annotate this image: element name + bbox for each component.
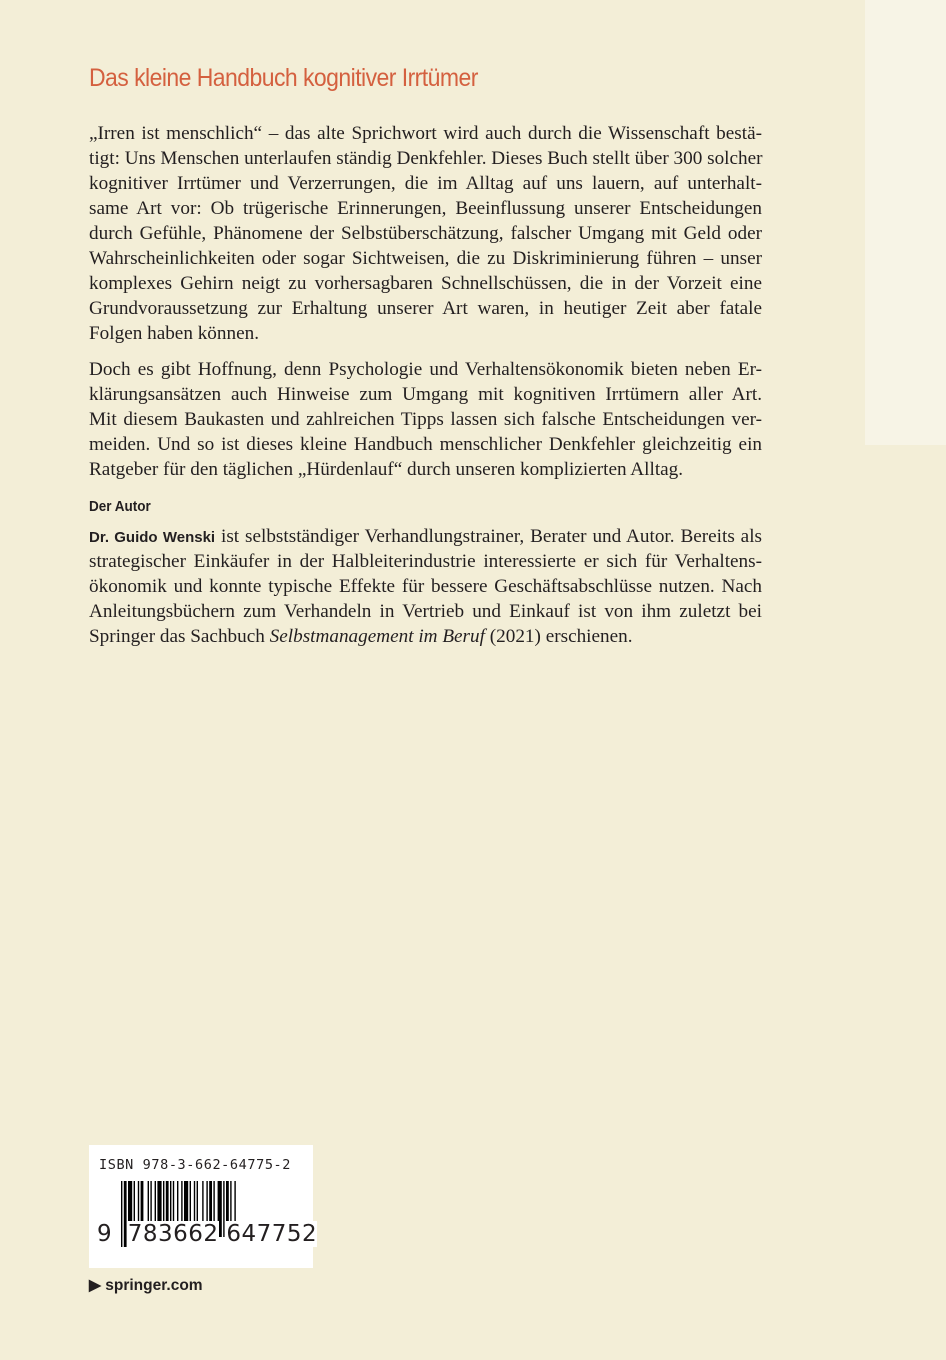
- text-line: tigt: Uns Menschen unterlaufen ständig Denkfehler. Dieses Buch stellt über 300 solcher: [89, 148, 763, 169]
- text-line: klärungsansätzen auch Hinweise zum Umgang mit kognitiven Irrtümern aller Art.: [89, 384, 762, 405]
- author-bio: [89, 524, 762, 649]
- text-line: Wahrscheinlichkeiten oder sogar Sichtweisen, die zu Diskriminierung führen – unser: [89, 248, 762, 269]
- text-line: meiden. Und so ist dieses kleine Handbuch menschlicher Denkfehler gleichzeitig ein: [89, 434, 762, 455]
- author-name: Dr. Guido Wenski: [89, 529, 216, 546]
- text-line: Mit diesem Baukasten und zahlreichen Tipps lassen sich falsche Entscheidungen ver-: [89, 409, 762, 430]
- text-line: Grundvoraussetzung zur Erhaltung unserer Art waren, in heutiger Zeit aber fatale: [89, 298, 762, 319]
- book-title: Das kleine Handbuch kognitiver Irrtümer: [89, 64, 478, 92]
- ean-digits: 9 783662 647752: [97, 1221, 318, 1247]
- bio-line: Anleitungsbüchern zum Verhandeln in Vertrieb und Einkauf ist von ihm zuletzt bei: [89, 601, 762, 622]
- text-line: komplexes Gehirn neigt zu vorhersagbaren Schnellschüssen, die in der Vorzeit eine: [89, 273, 762, 294]
- website-label: springer.com: [105, 1277, 203, 1294]
- right-edge-strip: [865, 0, 946, 445]
- bio-line: ökonomik und konnte typische Effekte für bessere Geschäftsabschlüsse nutzen. Nach: [89, 576, 762, 597]
- isbn-text: ISBN 978-3-662-64775-2: [99, 1157, 292, 1173]
- blurb-paragraph-2: [89, 357, 762, 482]
- website-link[interactable]: ▶ springer.com: [89, 1277, 203, 1294]
- text-line: Doch es gibt Hoffnung, denn Psychologie und Verhaltensökonomik bieten neben Er-: [89, 359, 762, 380]
- bio-line: strategischer Einkäufer in der Halbleiterindustrie interessierte er sich für Verhaltens-: [89, 551, 762, 572]
- text-line: durch Gefühle, Phänomene der Selbstüberschätzung, falscher Umgang mit Geld oder: [89, 223, 762, 244]
- bio-line: ist selbstständiger Verhandlungstrainer, Berater und Autor. Bereits als: [215, 526, 762, 547]
- text-line: „Irren ist menschlich“ – das alte Sprichwort wird auch durch die Wissenschaft bestä-: [89, 123, 762, 144]
- isbn-barcode: [89, 1145, 318, 1268]
- blurb-paragraph-1: [89, 121, 762, 346]
- text-line: Ratgeber für den täglichen „Hürdenlauf“ durch unseren komplizierten Alltag.: [89, 459, 684, 480]
- book-reference: Selbstmanagement im Beruf: [269, 626, 485, 647]
- author-heading: Der Autor: [89, 498, 151, 515]
- text-line: kognitiver Irrtümer und Verzerrungen, die im Alltag auf uns lauern, auf unterhalt-: [89, 173, 762, 194]
- bio-line: Springer das Sachbuch: [89, 626, 270, 647]
- bio-line: (2021) erschienen.: [484, 626, 633, 647]
- text-line: same Art vor: Ob trügerische Erinnerungen, Beeinflussung unserer Entscheidungen: [89, 198, 762, 219]
- text-line: Folgen haben können.: [89, 323, 259, 344]
